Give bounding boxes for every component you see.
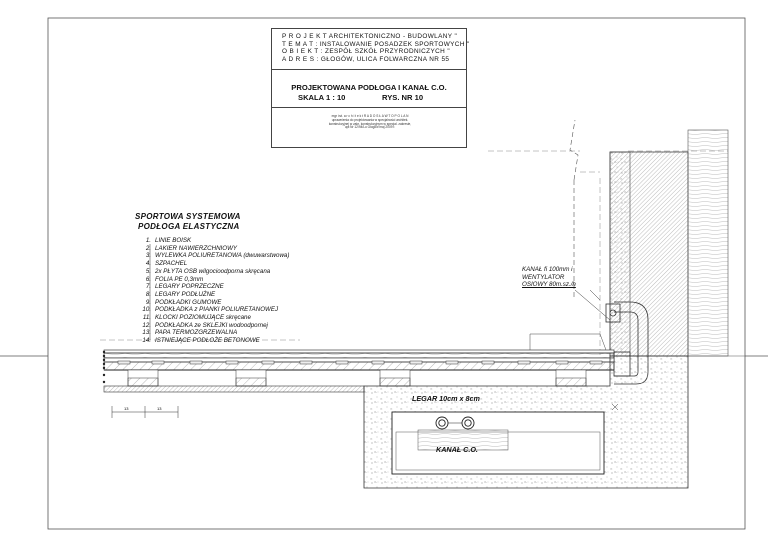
legend-item: 4. SZPACHEL — [145, 260, 188, 268]
legend-heading-1: SPORTOWA SYSTEMOWA — [135, 212, 241, 221]
signature-line-4: upr.Nr 12/94/Lu Głogów maj 2009 r. — [344, 125, 396, 130]
legend-item: 11. KLOCKI POZIOMUJĄCE skręcane — [142, 314, 251, 322]
address-line: A D R E S : GŁOGÓW, ULICA FOLWARCZNA NR 55 — [282, 55, 450, 63]
channel-note-line-3: OSIOWY 80m.sz./h — [522, 281, 576, 288]
channel-label: KANAŁ C.O. — [436, 445, 478, 454]
signature-line-1: mgr inż. a r c h i t e k t R A D O S Ł A W T O P O L A N — [331, 114, 409, 118]
legend-item: 3. WYLEWKA POLIURETANOWA (dwuwarstwowa) — [145, 252, 290, 260]
signature-line-3: konstrukcyjnej w zakr. konstrukcyjnym w specjal. zakresie, — [328, 121, 412, 126]
title-divider — [272, 69, 466, 70]
title-divider-2 — [272, 107, 466, 108]
wall — [610, 130, 745, 356]
legend-item: 13. PAPA TERMOZGRZEWALNA — [142, 329, 238, 337]
joist-label: LEGAR 10cm x 8cm — [412, 394, 480, 403]
layer-legend — [135, 212, 290, 345]
project-line: P R O J E K T ARCHITEKTONICZNO - BUDOWLANY " — [282, 33, 458, 40]
dimension-1: 13 — [124, 406, 129, 411]
channel-note-line-1: KANAŁ fi 100mm i — [522, 266, 573, 273]
legend-item: 12. PODKŁADKA ze SKLEJKI wodoodpornej — [142, 321, 268, 329]
legend-item: 9. PODKŁADKI GUMOWE — [145, 298, 222, 306]
legend-item: 7. LEGARY POPRZECZNE — [145, 283, 224, 291]
drawing-title: PROJEKTOWANA PODŁOGA I KANAŁ C.O. — [291, 83, 447, 92]
project-meta — [282, 33, 470, 63]
scale-label: SKALA 1 : 10 — [298, 93, 346, 102]
legend-item: 1. LINIE BOISK — [145, 237, 192, 244]
signature-line-2: uprawnienia do projektowania w specjalności architek. — [331, 117, 409, 122]
title-block — [271, 28, 470, 148]
dimension-2: 13 — [157, 406, 162, 411]
legend-item: 5. 2x PŁYTA OSB wilgocioodporna skręcana — [145, 267, 271, 275]
legend-list — [137, 237, 289, 345]
legend-item: 8. LEGARY PODŁUŻNE — [145, 290, 216, 298]
legend-item: 2. LAKIER NAWIERZCHNIOWY — [145, 244, 238, 252]
legend-item: 10. PODKŁADKA z PIANKI POLIURETANOWEJ — [142, 306, 279, 314]
channel-note-line-2: WENTYLATOR — [522, 273, 565, 281]
sheet-number: RYS. NR 10 — [382, 93, 424, 102]
legend-item: 14. ISTNIEJĄCE PODŁOŻE BETONOWE — [142, 337, 260, 345]
channel-note-leader — [575, 290, 610, 320]
topic-line: T E M A T : INSTALOWANIE POSADZEK SPORTOWYCH " — [282, 40, 470, 48]
legend-heading-2: PODŁOGA ELASTYCZNA — [138, 221, 240, 231]
dimension-line — [112, 406, 178, 418]
legend-item: 6. FOLIA PE 0,3mm — [145, 275, 204, 283]
object-line: O B I E K T : ZESPÓŁ SZKÓŁ PRZYRODNICZYCH " — [282, 48, 451, 56]
designer-signature — [290, 115, 450, 130]
channel-note — [522, 266, 576, 289]
